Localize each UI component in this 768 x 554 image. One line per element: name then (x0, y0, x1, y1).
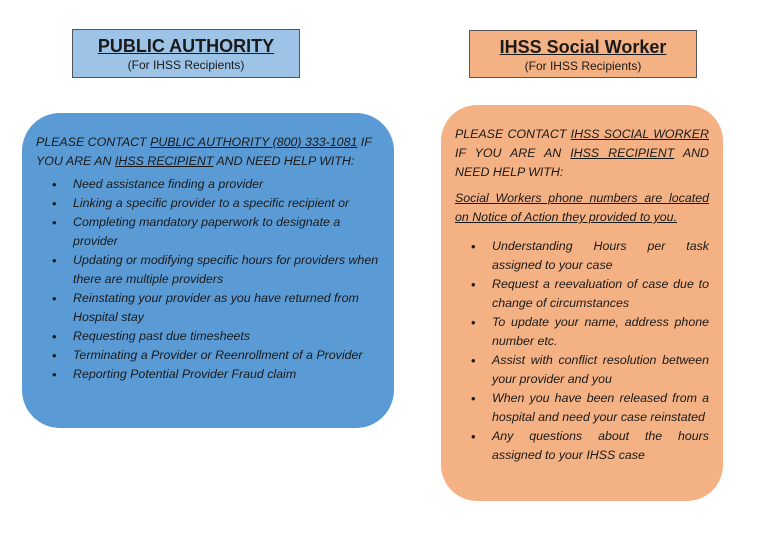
lead-prefix: PLEASE CONTACT (455, 127, 571, 141)
social-worker-note: Social Workers phone numbers are located on Notice of Action they provided to you. (455, 191, 709, 224)
list-item: • Updating or modifying specific hours for providers when there are multiple providers (73, 251, 382, 289)
list-item: • Any questions about the hours assigned to your IHSS case (492, 427, 709, 465)
social-worker-header (469, 30, 697, 78)
lead-mid: IF YOU ARE AN (36, 135, 372, 168)
social-worker-subtitle: (For IHSS Recipients) (524, 59, 642, 73)
list-item: • Requesting past due timesheets (73, 327, 382, 346)
lead-suffix: AND NEED HELP WITH: (213, 154, 355, 168)
list-item: • Request a reevaluation of case due to change of circumstances (492, 275, 709, 313)
list-item: • Need assistance finding a provider (73, 175, 382, 194)
lead-prefix: PLEASE CONTACT (36, 135, 151, 149)
social-worker-title: IHSS Social Worker (499, 37, 667, 57)
list-item: • Reinstating your provider as you have returned from Hospital stay (73, 289, 382, 327)
list-item: • Terminating a Provider or Reenrollment of a Provider (73, 346, 382, 365)
list-item: • Assist with conflict resolution between your provider and you (492, 351, 709, 389)
social-worker-contact: IHSS SOCIAL WORKER (570, 127, 709, 141)
public-authority-lead (36, 133, 382, 171)
lead-recipient: IHSS RECIPIENT (114, 154, 214, 168)
list-item: • Understanding Hours per task assigned to your case (492, 237, 709, 275)
lead-recipient: IHSS RECIPIENT (570, 146, 675, 160)
public-authority-list (36, 175, 382, 384)
list-item: • To update your name, address phone number etc. (492, 313, 709, 351)
list-item: • Reporting Potential Provider Fraud claim (73, 365, 382, 384)
social-worker-list (455, 237, 709, 465)
public-authority-subtitle: (For IHSS Recipients) (127, 58, 245, 72)
list-item: • When you have been released from a hospital and need your case reinstated (492, 389, 709, 427)
list-item: • Completing mandatory paperwork to designate a provider (73, 213, 382, 251)
lead-suffix: AND NEED HELP WITH: (455, 146, 709, 179)
public-authority-title: PUBLIC AUTHORITY (97, 36, 275, 56)
list-item: • Linking a specific provider to a specific recipient or (73, 194, 382, 213)
public-authority-card (22, 113, 394, 428)
social-worker-lead (455, 125, 709, 182)
public-authority-header (72, 29, 300, 78)
social-worker-card (441, 105, 723, 501)
lead-mid: IF YOU ARE AN (455, 146, 571, 160)
public-authority-phone: PUBLIC AUTHORITY (800) 333-1081 (150, 135, 358, 149)
